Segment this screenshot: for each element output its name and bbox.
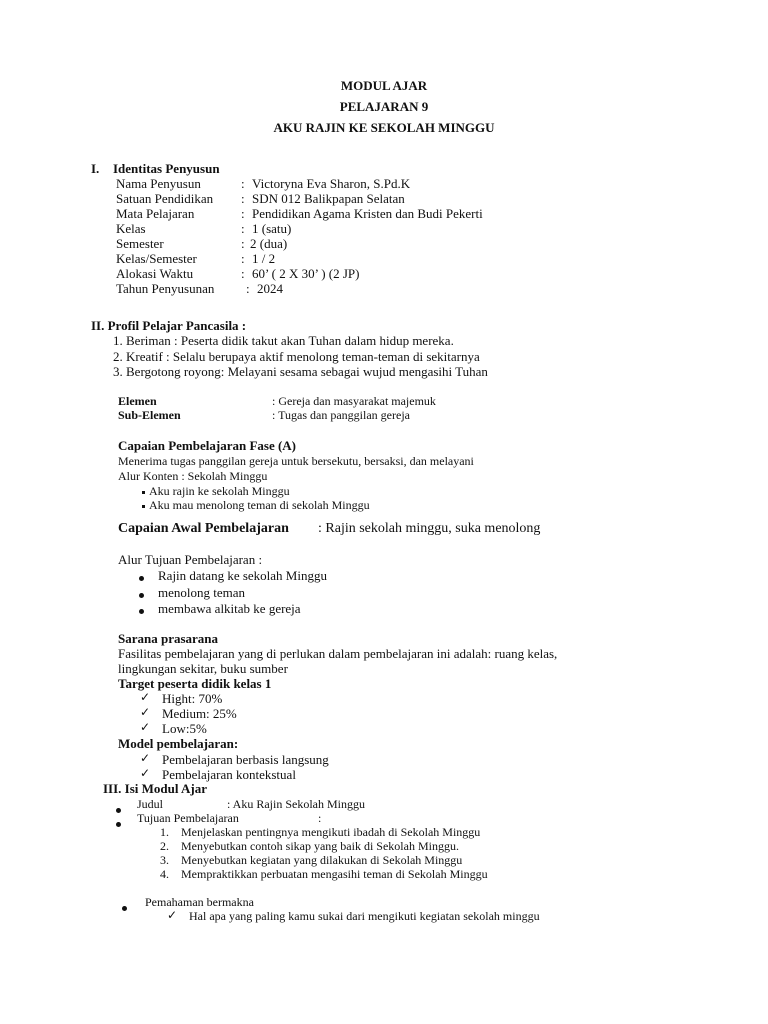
tujuan-bullet xyxy=(116,815,121,831)
identity-colon: : xyxy=(241,266,245,281)
tujuan-item-number: 2. xyxy=(160,839,169,853)
tujuan-label: Tujuan Pembelajaran xyxy=(137,811,239,825)
profile-item-2: 2. Kreatif : Selalu berupaya aktif menolong teman-teman di sekitarnya xyxy=(113,349,480,364)
target-item-2: Medium: 25% xyxy=(162,706,237,721)
elemen-label: Elemen xyxy=(118,394,157,408)
tujuan-item-text: Menyebutkan kegiatan yang dilakukan di Sekolah Minggu xyxy=(181,853,463,867)
alur-tujuan-text-1: Rajin datang ke sekolah Minggu xyxy=(158,568,327,583)
capaian-title: Capaian Pembelajaran Fase (A) xyxy=(118,438,297,453)
target-item-1: Hight: 70% xyxy=(162,691,223,706)
subelemen-label: Sub-Elemen xyxy=(118,408,181,422)
identity-label: Semester xyxy=(116,236,164,251)
check-icon: ✓ xyxy=(140,690,151,704)
bullet-icon xyxy=(139,576,144,581)
alur-konten: Alur Konten : Sekolah Minggu xyxy=(118,469,268,483)
model-title: Model pembelajaran: xyxy=(118,736,239,751)
identity-colon: : xyxy=(241,206,245,221)
section3-title: III. Isi Modul Ajar xyxy=(103,781,208,796)
alur-konten-item-1: Aku rajin ke sekolah Minggu xyxy=(142,484,290,499)
alur-tujuan-item-1 xyxy=(139,569,144,585)
alur-tujuan-text-2: menolong teman xyxy=(158,585,246,600)
identity-value: Pendidikan Agama Kristen dan Budi Pekerti xyxy=(252,206,483,221)
identity-label: Kelas xyxy=(116,221,146,236)
capaian-awal-value: : Rajin sekolah minggu, suka menolong xyxy=(318,521,541,536)
identity-label: Alokasi Waktu xyxy=(116,266,194,281)
model-item-2: Pembelajaran kontekstual xyxy=(162,767,296,782)
identity-label: Satuan Pendidikan xyxy=(116,191,214,206)
check-icon: ✓ xyxy=(140,720,151,734)
lesson-number: PELAJARAN 9 xyxy=(339,99,429,114)
tujuan-item-number: 3. xyxy=(160,853,169,867)
model-item-1: Pembelajaran berbasis langsung xyxy=(162,752,329,767)
target-title: Target peserta didik kelas 1 xyxy=(118,676,272,691)
identity-label: Tahun Penyusunan xyxy=(116,281,215,296)
section1-title: Identitas Penyusun xyxy=(113,161,220,176)
identity-value: 2 (dua) xyxy=(250,236,288,251)
alur-tujuan-text-3: membawa alkitab ke gereja xyxy=(158,601,301,616)
elemen-value: : Gereja dan masyarakat majemuk xyxy=(272,394,436,408)
identity-label: Mata Pelajaran xyxy=(116,206,195,221)
judul-label: Judul xyxy=(137,797,164,811)
identity-value: 60’ ( 2 X 30’ ) (2 JP) xyxy=(252,266,360,281)
identity-colon: : xyxy=(241,191,245,206)
square-bullet-icon xyxy=(142,491,145,494)
lesson-title: AKU RAJIN KE SEKOLAH MINGGU xyxy=(273,120,495,135)
identity-colon: : xyxy=(246,281,250,296)
alur-tujuan-item-3 xyxy=(139,602,144,618)
tujuan-item-text: Menjelaskan pentingnya mengikuti ibadah di Sekolah Minggu xyxy=(181,825,481,839)
judul-value: : Aku Rajin Sekolah Minggu xyxy=(227,797,365,811)
identity-value: 2024 xyxy=(257,281,283,296)
identity-colon: : xyxy=(241,176,245,191)
section1-number: I. xyxy=(91,161,100,176)
bullet-icon xyxy=(116,808,121,813)
tujuan-item-number: 4. xyxy=(160,867,169,881)
tujuan-item-text: Mempraktikkan perbuatan mengasihi teman di Sekolah Minggu xyxy=(181,867,488,881)
profile-item-1: 1. Beriman : Peserta didik takut akan Tuhan dalam hidup mereka. xyxy=(113,333,454,348)
profile-item-3: 3. Bergotong royong: Melayani sesama sebagai wujud mengasihi Tuhan xyxy=(113,364,488,379)
bullet-icon xyxy=(139,593,144,598)
identity-value: SDN 012 Balikpapan Selatan xyxy=(252,191,405,206)
identity-colon: : xyxy=(241,221,245,236)
target-item-3: Low:5% xyxy=(162,721,207,736)
sarana-line-2: lingkungan sekitar, buku sumber xyxy=(118,661,288,676)
pemahaman-label: Pemahaman bermakna xyxy=(145,895,254,909)
sarana-title: Sarana prasarana xyxy=(118,631,219,646)
tujuan-colon: : xyxy=(318,811,322,825)
square-bullet-icon xyxy=(142,505,145,508)
sarana-line-1: Fasilitas pembelajaran yang di perlukan dalam pembelajaran ini adalah: ruang kelas, xyxy=(118,646,558,661)
capaian-awal-label: Capaian Awal Pembelajaran xyxy=(118,521,289,536)
identity-colon: : xyxy=(241,251,245,266)
check-icon: ✓ xyxy=(140,766,151,780)
bullet-icon xyxy=(139,609,144,614)
subelemen-value: : Tugas dan panggilan gereja xyxy=(272,408,410,422)
bullet-icon xyxy=(116,822,121,827)
pemahaman-bullet xyxy=(122,899,127,915)
alur-konten-item-2: Aku mau menolong teman di sekolah Minggu xyxy=(142,498,370,513)
identity-value: Victoryna Eva Sharon, S.Pd.K xyxy=(252,176,411,191)
tujuan-item-text: Menyebutkan contoh sikap yang baik di Sekolah Minggu. xyxy=(181,839,459,853)
capaian-text: Menerima tugas panggilan gereja untuk bersekutu, bersaksi, dan melayani xyxy=(118,454,474,468)
identity-label: Nama Penyusun xyxy=(116,176,201,191)
alur-tujuan-title: Alur Tujuan Pembelajaran : xyxy=(118,552,263,567)
identity-label: Kelas/Semester xyxy=(116,251,197,266)
identity-value: 1 (satu) xyxy=(252,221,292,236)
identity-value: 1 / 2 xyxy=(252,251,276,266)
check-icon: ✓ xyxy=(140,705,151,719)
pemahaman-item: Hal apa yang paling kamu sukai dari mengikuti kegiatan sekolah minggu xyxy=(189,909,540,923)
alur-tujuan-item-2 xyxy=(139,586,144,602)
doc-title: MODUL AJAR xyxy=(340,78,428,93)
tujuan-item-number: 1. xyxy=(160,825,169,839)
section2-title: II. Profil Pelajar Pancasila : xyxy=(91,318,247,333)
check-icon: ✓ xyxy=(167,908,178,922)
check-icon: ✓ xyxy=(140,751,151,765)
bullet-icon xyxy=(122,906,127,911)
identity-colon: : xyxy=(241,236,245,251)
